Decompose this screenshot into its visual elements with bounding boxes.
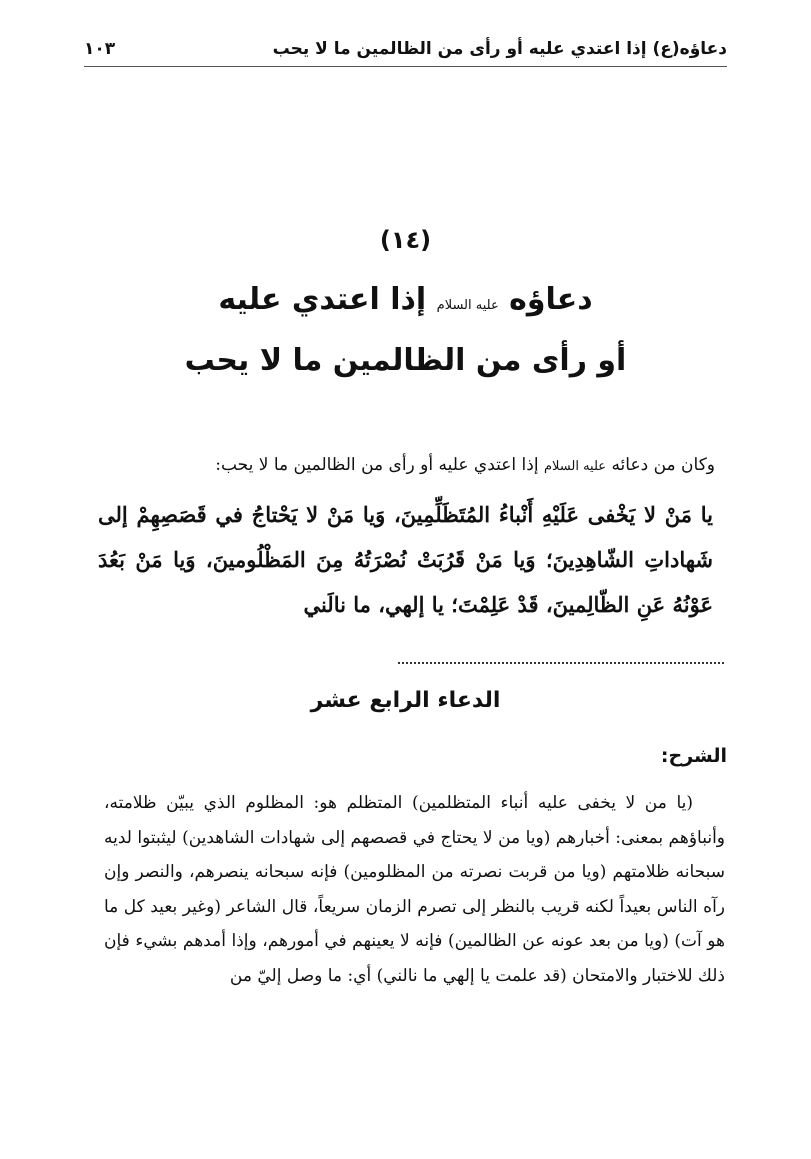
intro-start: وكان من دعائه [611, 455, 715, 475]
running-header [84, 36, 727, 62]
chapter-number: (١٤) [379, 226, 432, 254]
chapter-title-line1 [84, 282, 727, 317]
commentary-label: الشرح: [660, 745, 727, 767]
dotted-separator [398, 662, 724, 664]
commentary-paragraph: (يا من لا يخفى عليه أنباء المتظلمين) المتظلم هو: المظلوم الذي يبيّن ظلامته، وأنباؤهم بمعنى: أخبارهم (ويا من لا يحتاج في قصصهم إلى شهادات الشاهدين) ليثبتوا لديه سبحانه ظلامتهم (ويا من قربت نصرته من المظلومين) فإنه سبحانه ينصرهم، والنصر وإن رآه الناس بعيداً لكنه قريب بالنظر إلى تصرم الزمان سريعاً، قال الشاعر (وغير بعيد كل ما هو آت) (ويا من بعد عونه عن الظالمين) فإنه لا يعينهم في أمورهم، وإذا أمدهم بشيء فإن ذلك للاختبار والامتحان (قد علمت يا إلهي ما نالني) أي: ما وصل إليّ من [104, 793, 725, 986]
chapter-title-start: دعاؤه [509, 282, 593, 317]
intro-honorific-glyph: عليه السلام [543, 459, 607, 474]
intro-end: إذا اعتدي عليه أو رأى من الظالمين ما لا يحب: [215, 455, 539, 475]
chapter-title-line2: أو رأى من الظالمين ما لا يحب [184, 343, 627, 378]
honorific-glyph: عليه السلام [436, 298, 499, 313]
commentary-body [104, 786, 725, 994]
chapter-title-end: إذا اعتدي عليه [218, 282, 427, 317]
page-number: ١٠٣ [84, 39, 116, 59]
section-title: الدعاء الرابع عشر [310, 688, 501, 713]
intro-line [96, 455, 715, 475]
header-rule [84, 66, 727, 67]
prayer-text: يا مَنْ لا يَخْفى عَلَيْهِ أَنْباءُ المُتَظَلِّمِينَ، وَيا مَنْ لا يَحْتاجُ في قَصَصِهِمْ إلى شَهاداتِ الشّاهِدِينَ؛ وَيا مَنْ قَرُبَتْ نُصْرَتُهُ مِنَ المَظْلُومينَ، وَيا مَنْ بَعُدَ عَوْنُهُ عَنِ الظّالِمينَ، قَدْ عَلِمْتَ؛ يا إلهي، ما نالَني [98, 502, 714, 617]
running-title: دعاؤه(ع) إذا اعتدي عليه أو رأى من الظالمين ما لا يحب [272, 39, 727, 59]
